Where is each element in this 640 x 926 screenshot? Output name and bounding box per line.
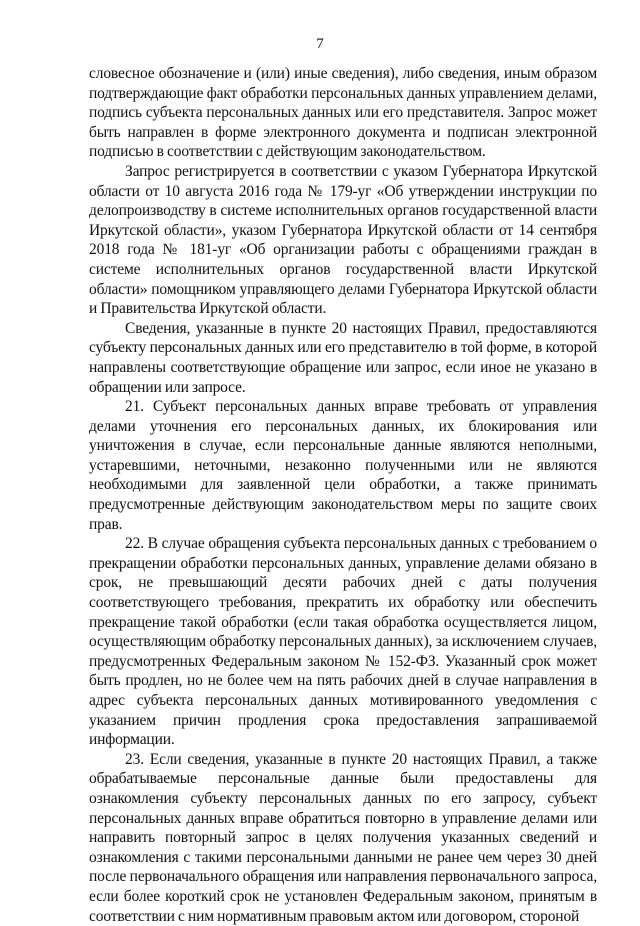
- paragraph-request-registration: Запрос регистрируется в соответствии с указом Губернатора Иркутской области от 10 августа 2016 года № 179-уг «Об утверждении инструкции по делопроизводству в системе исполнительных органов государственной власти Иркутской области», указом Губернатора Иркутской области от 14 сентября 2018 года № 181-уг «Об организации работы с обращениями граждан в системе исполнительных органов государственной власти Иркутской области» помощником управляющего делами Губернатора Иркутской области и Правительства Иркутской области.: [89, 162, 597, 318]
- document-body: [89, 64, 597, 926]
- paragraph-clause-23: 23. Если сведения, указанные в пункте 20 настоящих Правил, а также обрабатываемые персональные данные были предоставлены для ознакомления субъекту персональных данных по его запросу, субъект персональных данных вправе обратиться повторно в управление делами или направить повторный запрос в целях получения указанных сведений и ознакомления с такими персональными данными не ранее чем через 30 дней после первоначального обращения или направления первоначального запроса, если более короткий срок не установлен Федеральным законом, принятым в соответствии с ним нормативным правовым актом или договором, стороной: [89, 750, 597, 925]
- paragraph-clause-21: 21. Субъект персональных данных вправе требовать от управления делами уточнения его персональных данных, их блокирования или уничтожения в случае, если персональные данные являются неполными, устаревшими, неточными, незаконно полученными или не являются необходимыми для заявленной цели обработки, а также принимать предусмотренные действующим законодательством меры по защите своих прав.: [89, 398, 597, 533]
- paragraph-clause-22: 22. В случае обращения субъекта персональных данных с требованием о прекращении обработки персональных данных, управление делами обязано в срок, не превышающий десяти рабочих дней с даты получения соответствующего требования, прекратить их обработку или обеспечить прекращение такой обработки (если такая обработка осуществляется лицом, осуществляющим обработку персональных данных), за исключением случаев, предусмотренных Федеральным законом № 152-ФЗ. Указанный срок может быть продлен, но не более чем на пять рабочих дней в случае направления в адрес субъекта персональных данных мотивированного уведомления с указанием причин продления срока предоставления запрашиваемой информации.: [89, 535, 597, 749]
- page-number: 7: [316, 36, 324, 52]
- paragraph-information-provision: Сведения, указанные в пункте 20 настоящих Правил, предоставляются субъекту персональных данных или его представителю в той форме, в которой направлены соответствующие обращение или запрос, если иное не указано в обращении или запросе.: [89, 319, 597, 396]
- paragraph-continuation: словесное обозначение и (или) иные сведения), либо сведения, иным образом подтверждающие факт обработки персональных данных управлением делами, подпись субъекта персональных данных или его представителя. Запрос может быть направлен в форме электронного документа и подписан электронной подписью в соответствии с действующим законодательством.: [89, 65, 597, 161]
